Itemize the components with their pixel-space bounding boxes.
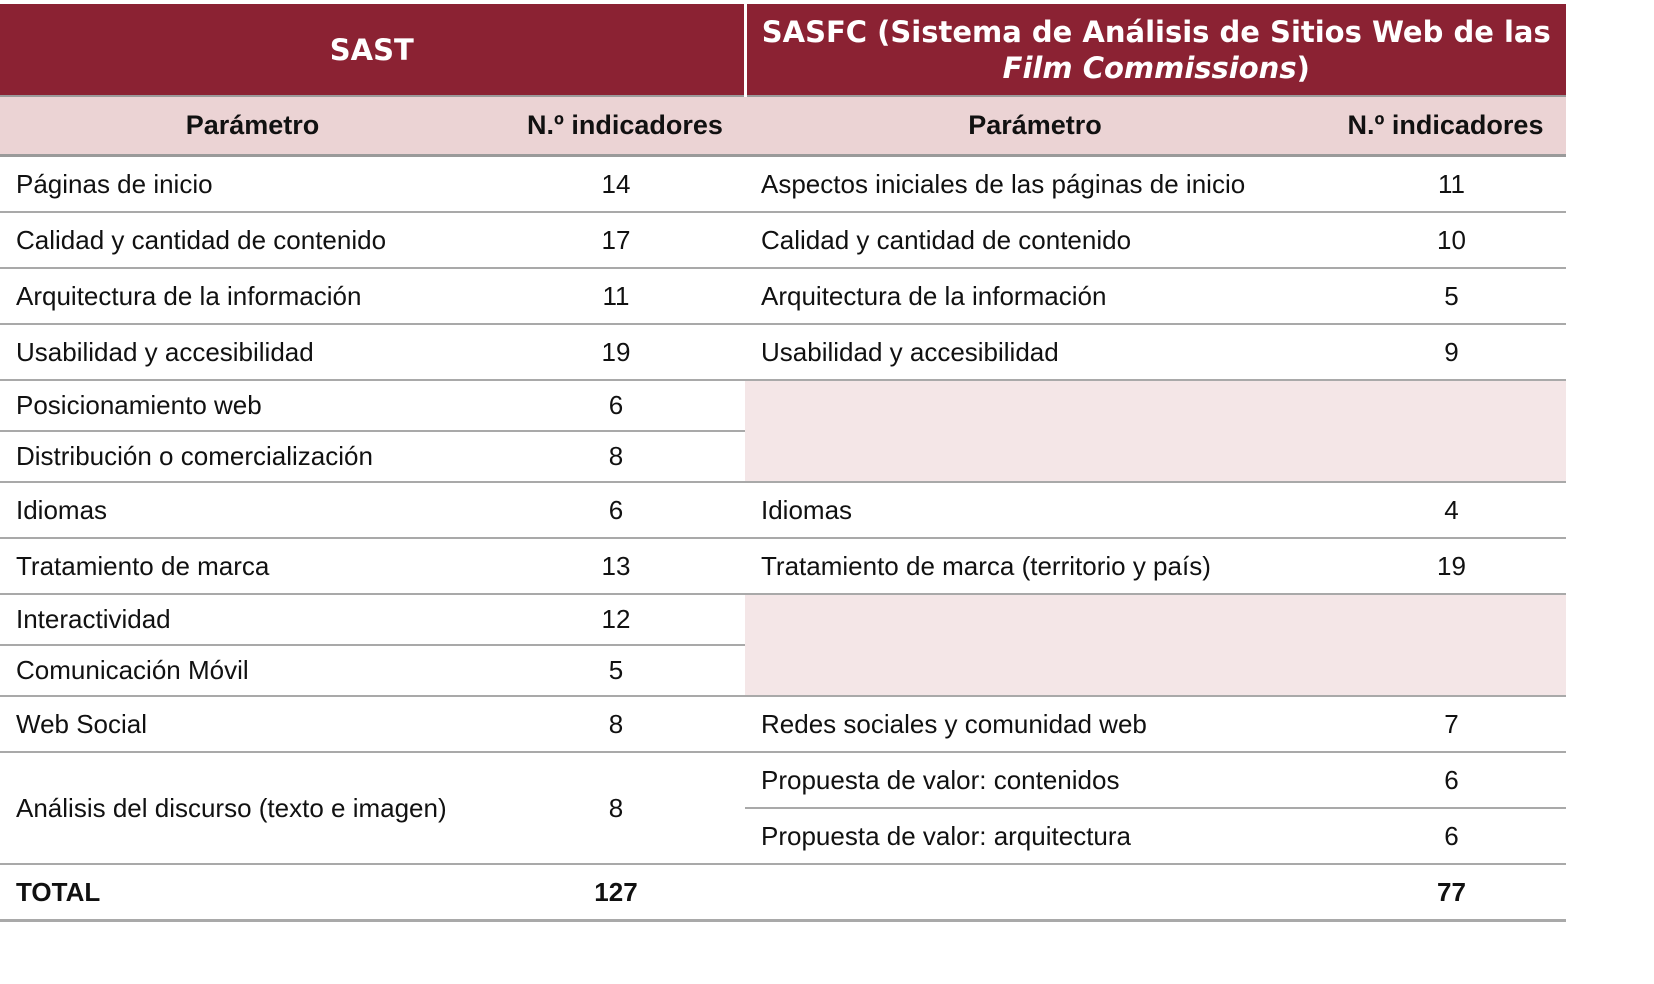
sasfc-total-spacer: [745, 864, 1325, 921]
sasfc-title-close: ): [1296, 50, 1310, 85]
sasfc-col-indicadores: N.º indicadores: [1325, 96, 1566, 156]
sast-param: Comunicación Móvil: [0, 645, 505, 696]
table-row: [0, 156, 1566, 213]
sasfc-title-main: SASFC (Sistema de Análisis de Sitios Web de las: [761, 14, 1551, 49]
sast-param: Tratamiento de marca: [0, 538, 505, 594]
sasfc-param: Tratamiento de marca (territorio y país): [745, 538, 1325, 594]
sasfc-param: Aspectos iniciales de las páginas de inicio: [745, 156, 1325, 213]
sast-param: Arquitectura de la información: [0, 268, 505, 324]
sasfc-title-italic-1: Film: [1002, 50, 1073, 85]
table-row: [0, 380, 1566, 431]
sasfc-count: 19: [1325, 538, 1566, 594]
sasfc-count: 11: [1325, 156, 1566, 213]
sasfc-empty-cell: [745, 380, 1566, 482]
sasfc-param: Propuesta de valor: arquitectura: [745, 808, 1325, 864]
sast-count: 6: [505, 482, 745, 538]
sasfc-count: 10: [1325, 212, 1566, 268]
sast-count: 8: [505, 431, 745, 482]
sast-param: Páginas de inicio: [0, 156, 505, 213]
sast-param: Usabilidad y accesibilidad: [0, 324, 505, 380]
table-row: [0, 538, 1566, 594]
sast-total: 127: [505, 864, 745, 921]
sasfc-count: 6: [1325, 808, 1566, 864]
sast-count: 5: [505, 645, 745, 696]
sast-title: SAST: [0, 4, 745, 96]
sasfc-param: Usabilidad y accesibilidad: [745, 324, 1325, 380]
sast-param: Idiomas: [0, 482, 505, 538]
sasfc-param: Arquitectura de la información: [745, 268, 1325, 324]
sasfc-count: 5: [1325, 268, 1566, 324]
table-row: [0, 696, 1566, 752]
sasfc-param: Idiomas: [745, 482, 1325, 538]
table-row: [0, 268, 1566, 324]
sasfc-param: Redes sociales y comunidad web: [745, 696, 1325, 752]
column-header-row: [0, 96, 1566, 156]
total-row: [0, 864, 1566, 921]
sast-count: 19: [505, 324, 745, 380]
comparison-table: [0, 4, 1566, 922]
total-label: TOTAL: [0, 864, 505, 921]
table-row: [0, 482, 1566, 538]
sasfc-total: 77: [1325, 864, 1566, 921]
sast-param: Calidad y cantidad de contenido: [0, 212, 505, 268]
sast-col-indicadores: N.º indicadores: [505, 96, 745, 156]
sasfc-count: 9: [1325, 324, 1566, 380]
sasfc-param: Calidad y cantidad de contenido: [745, 212, 1325, 268]
sasfc-title-italic-2: Commissions: [1082, 50, 1297, 85]
sast-count: 8: [505, 696, 745, 752]
sast-param: Web Social: [0, 696, 505, 752]
table-row: [0, 212, 1566, 268]
sasfc-count: 7: [1325, 696, 1566, 752]
sast-count: 11: [505, 268, 745, 324]
sast-count: 13: [505, 538, 745, 594]
table-row: [0, 594, 1566, 645]
sast-col-parametro: Parámetro: [0, 96, 505, 156]
sasfc-empty-cell: [745, 594, 1566, 696]
sast-param: Posicionamiento web: [0, 380, 505, 431]
sasfc-count: 4: [1325, 482, 1566, 538]
sast-param: Análisis del discurso (texto e imagen): [0, 752, 505, 864]
table-row: [0, 324, 1566, 380]
sast-param: Interactividad: [0, 594, 505, 645]
sast-count: 8: [505, 752, 745, 864]
sasfc-title: [745, 4, 1566, 96]
title-row: [0, 4, 1566, 96]
sast-count: 17: [505, 212, 745, 268]
sast-count: 6: [505, 380, 745, 431]
sasfc-param: Propuesta de valor: contenidos: [745, 752, 1325, 808]
sast-count: 12: [505, 594, 745, 645]
table-row: [0, 752, 1566, 808]
sasfc-col-parametro: Parámetro: [745, 96, 1325, 156]
sast-param: Distribución o comercialización: [0, 431, 505, 482]
sasfc-count: 6: [1325, 752, 1566, 808]
sast-count: 14: [505, 156, 745, 213]
